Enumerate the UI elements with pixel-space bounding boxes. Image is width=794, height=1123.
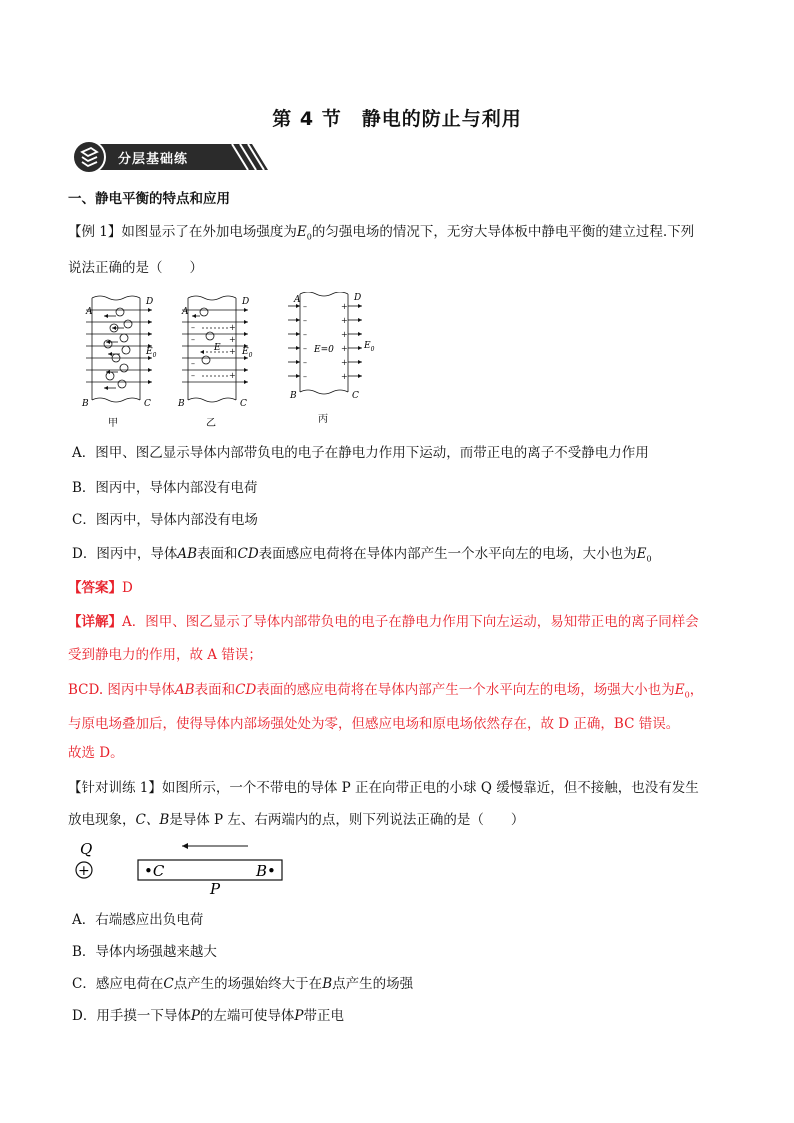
example1-line1: 【例 1】如图显示了在外加电场强度为$E_0$的匀强电场的情况下，无穷大导体板中静电平衡的建立过程.下列 (68, 224, 695, 242)
fig-label-E0: $E_0$ (146, 347, 157, 359)
training1-option-c: C．感应电荷在C点产生的场强始终大于在B点产生的场强 (72, 976, 414, 992)
fig-label-B-yi: B (178, 399, 185, 409)
conductor-svg (70, 836, 300, 896)
svg-text:+: + (229, 347, 236, 356)
example1-option-d: D．图丙中，导体AB表面和CD表面感应电荷将在导体内部产生一个水平向左的电场，大小也为$E_0$ (72, 546, 652, 564)
svg-text:+: + (341, 344, 348, 353)
svg-text:+: + (341, 302, 348, 311)
plus-sign: + (78, 863, 90, 879)
example1-option-c: C．图丙中，导体内部没有电场 (72, 512, 258, 528)
banner-label: 分层基础练 (118, 152, 189, 167)
fig-label-A: A (86, 307, 93, 317)
figure-conductor (70, 836, 300, 896)
figure-static-equilibrium (78, 292, 378, 432)
svg-text:–: – (303, 302, 307, 311)
page-title: 第 4 节 静电的防止与利用 (272, 108, 522, 130)
svg-text:–: – (303, 344, 307, 353)
svg-text:–: – (191, 335, 195, 344)
svg-text:–: – (191, 371, 195, 380)
svg-text:+: + (341, 358, 348, 367)
fig-label-D-yi: D (242, 297, 250, 307)
svg-text:+: + (341, 372, 348, 381)
detail-line1: 【详解】A．图甲、图乙显示了导体内部带负电的电子在静电力作用下向左运动，易知带正电的离子同样会 (68, 614, 699, 630)
fig-label-E-zero: E=0 (314, 345, 334, 355)
detail-line2: 受到静电力的作用，故 A 错误； (68, 647, 262, 663)
label-C: •C (144, 862, 165, 880)
fig-caption-bing: 丙 (318, 414, 328, 425)
fig-label-C-bing: C (352, 391, 359, 401)
training1-line2: 放电现象，C、B是导体 P 左、右两端内的点，则下列说法正确的是（ ） (68, 812, 525, 828)
training1-tag: 【针对训练 1】 (68, 780, 162, 796)
training1-option-b: B．导体内场强越来越大 (72, 944, 217, 960)
svg-text:–: – (303, 358, 307, 367)
svg-text:–: – (303, 372, 307, 381)
fig-label-B: B (82, 399, 89, 409)
example1-option-a: A．图甲、图乙显示导体内部带负电的电子在静电力作用下运动，而带正电的离子不受静电力作用 (72, 445, 649, 461)
label-B: B• (256, 862, 276, 880)
label-Q: Q (80, 840, 93, 858)
svg-text:+: + (229, 323, 236, 332)
example1-option-b: B．图丙中，导体内部没有电荷 (72, 480, 258, 496)
fig-caption-jia: 甲 (108, 418, 118, 429)
figure-bing (288, 292, 362, 394)
example1-line2: 说法正确的是（ ） (68, 260, 203, 276)
fig-label-D-bing: D (354, 293, 362, 303)
fig-caption-yi: 乙 (206, 418, 216, 429)
svg-text:+: + (229, 335, 236, 344)
fig-label-E0-bing: $E_0$ (364, 341, 375, 353)
figure-jia (86, 296, 152, 402)
fig-label-A-bing: A (294, 295, 301, 305)
label-P: P (210, 880, 221, 896)
svg-text:–: – (191, 323, 195, 332)
example1-answer: 【答案】D (68, 580, 133, 596)
figure-svg (78, 292, 378, 432)
fig-label-C-yi: C (240, 399, 247, 409)
detail-line4: 与原电场叠加后，使得导体内部场强处处为零，但感应电场和原电场依然存在，故 D 正确，BC 错误。 (68, 716, 680, 732)
fig-label-E-yi: E (214, 343, 221, 353)
fig-label-E0-yi: $E_0$ (242, 347, 253, 359)
training1-line1: 【针对训练 1】如图所示，一个不带电的导体 P 正在向带正电的小球 Q 缓慢靠近，但不接触，也没有发生 (68, 780, 699, 796)
section-heading: 一、静电平衡的特点和应用 (68, 191, 230, 207)
section-banner (72, 140, 272, 174)
detail-line5: 故选 D。 (68, 745, 124, 761)
fig-label-D: D (146, 297, 154, 307)
detail-line3: BCD. 图丙中导体AB表面和CD表面的感应电荷将在导体内部产生一个水平向左的电场，场强大小也为$E_0$， (68, 682, 704, 700)
svg-text:–: – (303, 316, 307, 325)
svg-text:+: + (341, 330, 348, 339)
training1-option-d: D．用手摸一下导体P的左端可使导体P带正电 (72, 1008, 345, 1024)
svg-text:+: + (341, 316, 348, 325)
svg-text:–: – (191, 359, 195, 368)
fig-label-C: C (144, 399, 151, 409)
training1-option-a: A．右端感应出负电荷 (72, 912, 204, 928)
fig-label-B-bing: B (290, 391, 297, 401)
fig-label-A-yi: A (182, 307, 189, 317)
svg-text:–: – (303, 330, 307, 339)
svg-text:+: + (229, 371, 236, 380)
example1-tag: 【例 1】 (68, 224, 122, 240)
